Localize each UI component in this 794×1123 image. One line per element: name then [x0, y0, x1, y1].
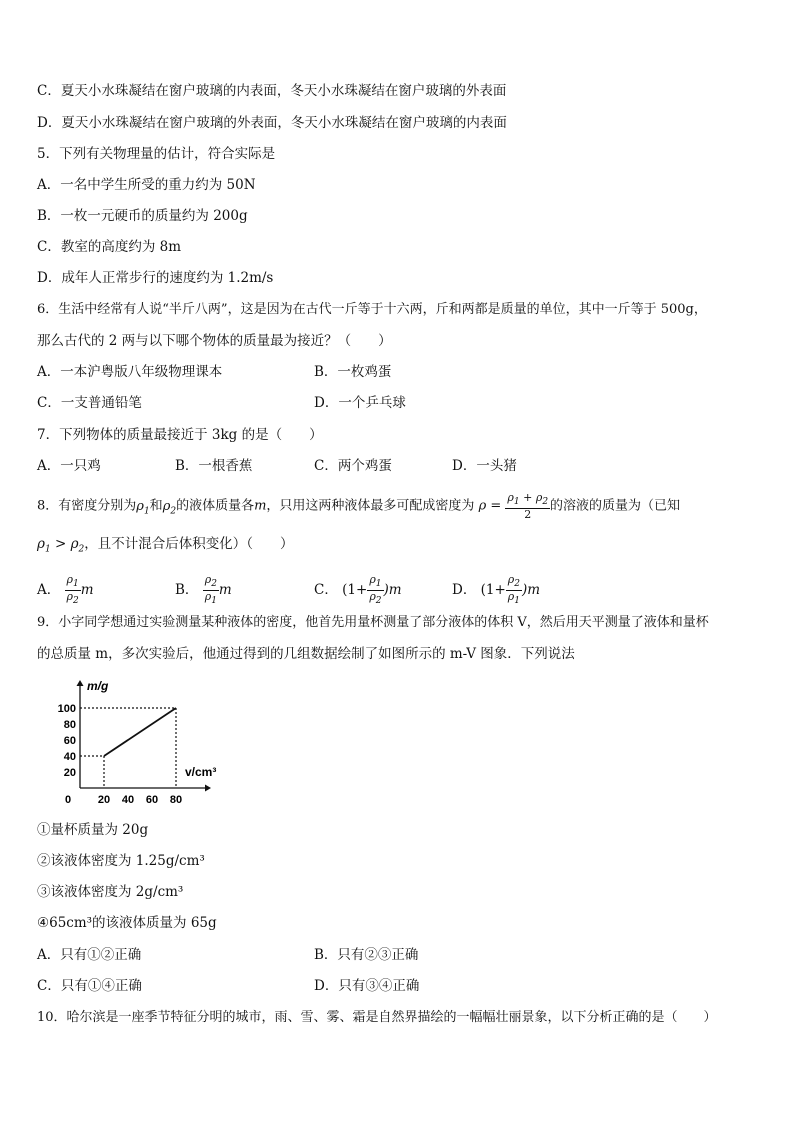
q6-stem-line2: 那么古代的 2 两与以下哪个物体的质量最为接近？（ ） [37, 333, 392, 349]
fraction: $\frac{\rho_1}{\rho_2}$ [369, 573, 382, 607]
greater-than: > [54, 536, 67, 552]
q5-stem: 5．下列有关物理量的估计，符合实际是 [37, 146, 276, 162]
q10-stem: 10．哈尔滨是一座季节特征分明的城市，雨、雪、雾、霜是自然界描绘的一幅幅壮丽景象，以下分析正确的是（ ） [37, 1010, 717, 1025]
x-tick-label: 80 [169, 794, 183, 806]
y-tick-label: 40 [63, 751, 76, 763]
q5-option-d: D．成年人正常步行的速度约为 1.2m/s [37, 270, 274, 286]
statement-3: ③该液体密度为 2g/cm³ [37, 884, 184, 900]
q7-option-b: B．一根香蕉 [175, 458, 253, 474]
q8-text-b: 和 [149, 498, 163, 514]
q8-option-b: B． $\frac{\rho_2}{\rho_1}$ m [175, 573, 232, 607]
q8-stem-line2 [37, 534, 294, 560]
q5-option-b: B．一枚一元硬币的质量约为 200g [37, 208, 248, 224]
q5-option-c: C．教室的高度约为 8m [37, 239, 182, 255]
q8-text-a: 8．有密度分别为 [37, 498, 137, 514]
q8-text-d: ，只用这两种液体最多可配成密度为 [266, 498, 475, 514]
q9-option-d: D．只有③④正确 [314, 978, 420, 994]
mass-symbol: m [254, 498, 267, 514]
q9-option-c: C．只有①④正确 [37, 978, 142, 994]
y-tick-label: 20 [63, 767, 76, 779]
statement-1: ①量杯质量为 20g [37, 822, 149, 838]
fraction: $\frac{\rho_1}{\rho_2}$ [66, 573, 79, 607]
q8-stem-line1 [37, 492, 680, 521]
q6-option-a: A．一本沪粤版八年级物理课本 [37, 364, 223, 380]
x-tick-label: 40 [121, 794, 135, 806]
q7-option-d: D．一头猪 [452, 458, 517, 474]
q6-option-c: C．一支普通铅笔 [37, 395, 142, 411]
q8-text-f: ，且不计混合后体积变化）（ ） [84, 536, 294, 552]
q9-option-a: A．只有①②正确 [37, 947, 142, 963]
x-tick-label: 20 [97, 794, 111, 806]
x-tick-label: 0 [64, 794, 72, 806]
fraction: $\frac{\rho_2}{\rho_1}$ [204, 573, 217, 607]
mix-density-fraction: $\frac{\rho_1 + \rho_2}{2}$ [507, 491, 549, 522]
y-tick-label: 100 [57, 703, 76, 715]
x-axis-label: v/cm³ [185, 765, 217, 779]
statement-2: ②该液体密度为 1.25g/cm³ [37, 853, 205, 869]
q6-stem-line1: 6．生活中经常有人说“半斤八两”，这是因为在古代一斤等于十六两，斤和两都是质量的单位，其中一斤等于 500g， [37, 302, 707, 317]
x-tick-label: 60 [145, 794, 159, 806]
q7-option-c: C．两个鸡蛋 [314, 458, 392, 474]
q8-text-c: 的液体质量各 [176, 498, 255, 514]
q7-stem: 7．下列物体的质量最接近于 3kg 的是（ ） [37, 427, 323, 443]
q9-option-b: B．只有②③正确 [314, 947, 419, 963]
q5-option-a: A．一名中学生所受的重力约为 50N [37, 177, 256, 193]
x-axis [80, 785, 211, 792]
statement-4: ④65cm³的该液体质量为 65g [37, 915, 217, 931]
rho1: $\rho_1$ [37, 536, 51, 555]
q8-option-d: D． (1+ $\frac{\rho_2}{\rho_1}$ )m [452, 573, 541, 607]
q9-stem-line2: 的总质量 m，多次实验后，他通过得到的几组数据绘制了如图所示的 m-V 图象．下列说法 [37, 646, 575, 662]
q8-option-a: A． $\frac{\rho_1}{\rho_2}$ m [37, 573, 94, 607]
y-tick-label: 80 [63, 719, 76, 731]
mass-volume-chart [55, 674, 235, 806]
y-tick-label: 60 [63, 735, 76, 747]
rho2: $\rho_2$ [162, 498, 177, 517]
q4-option-c: C．夏天小水珠凝结在窗户玻璃的内表面，冬天小水珠凝结在窗户玻璃的外表面 [37, 83, 507, 99]
fraction: $\frac{\rho_2}{\rho_1}$ [507, 573, 520, 607]
q4-option-d: D．夏天小水珠凝结在窗户玻璃的外表面，冬天小水珠凝结在窗户玻璃的内表面 [37, 115, 507, 131]
q8-option-c: C． (1+ $\frac{\rho_1}{\rho_2}$ )m [314, 573, 402, 607]
rho-symbol: ρ [478, 498, 487, 514]
series-line-0 [104, 708, 176, 756]
q7-option-a: A．一只鸡 [37, 458, 101, 474]
q9-stem-line1: 9．小字同学想通过实验测量某种液体的密度，他首先用量杯测量了部分液体的体积 V，然后用天平测量了液体和量杯 [37, 615, 709, 630]
rho2: $\rho_2$ [70, 536, 85, 555]
chart-marks [58, 703, 182, 806]
rho1: $\rho_1$ [136, 498, 150, 517]
q6-option-b: B．一枚鸡蛋 [314, 364, 392, 380]
y-axis [77, 680, 84, 788]
equals-sign: = [490, 498, 502, 514]
q6-option-d: D．一个乒乓球 [314, 395, 406, 411]
q8-text-e: 的溶液的质量为（已知 [550, 498, 681, 514]
y-axis-label: m/g [87, 679, 109, 693]
